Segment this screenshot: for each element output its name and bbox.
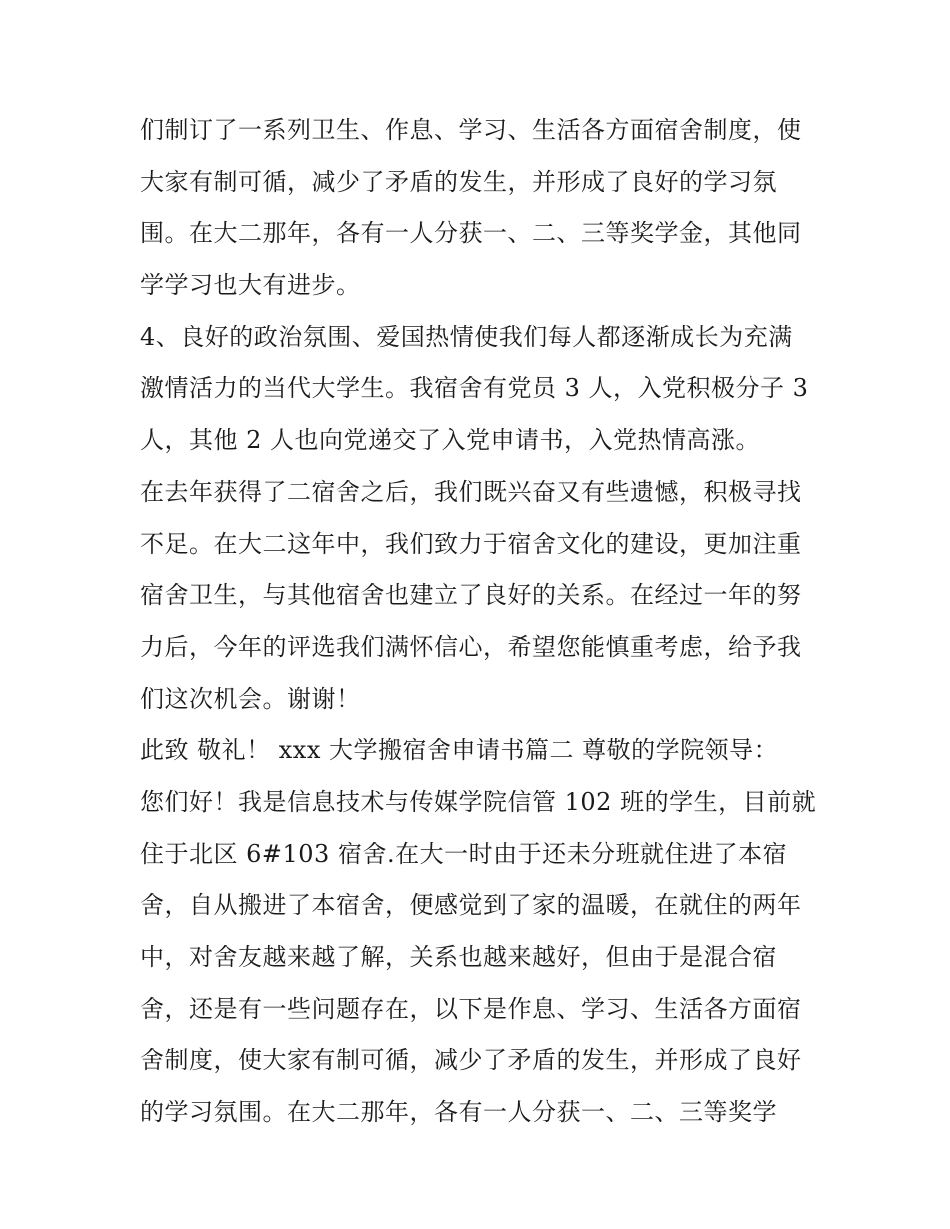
text-line: 力后，今年的评选我们满怀信心，希望您能慎重考虑，给予我 — [140, 632, 802, 661]
text-line: 在去年获得了二宿舍之后，我们既兴奋又有些遗憾，积极寻找 — [140, 477, 802, 506]
text-line: 4、良好的政治氛围、爱国热情使我们每人都逐渐成长为充满 — [140, 322, 793, 351]
text-line: 舍，还是有一些问题存在，以下是作息、学习、生活各方面宿 — [140, 994, 802, 1023]
body-text — [140, 110, 820, 1144]
text-line: 学学习也大有进步。 — [140, 271, 361, 300]
text-line: 人，其他 2 人也向党递交了入党申请书，入党热情高涨。 — [140, 426, 761, 455]
text-line: 的学习氛围。在大二那年，各有一人分获一、二、三等奖学 — [140, 1098, 777, 1127]
text-line: 舍制度，使大家有制可循，减少了矛盾的发生，并形成了良好 — [140, 1046, 802, 1075]
text-line: 激情活力的当代大学生。我宿舍有党员 3 人，入党积极分子 3 — [140, 374, 809, 403]
text-line: 大家有制可循，减少了矛盾的发生，并形成了良好的学习氛 — [140, 167, 777, 196]
text-line: 中，对舍友越来越了解，关系也越来越好，但由于是混合宿 — [140, 943, 777, 971]
text-line: 围。在大二那年，各有一人分获一、二、三等奖学金，其他同 — [140, 219, 802, 248]
text-line: 您们好！我是信息技术与传媒学院信管 102 班的学生，目前就 — [140, 787, 817, 816]
text-line: 此致 敬礼！ xxx 大学搬宿舍申请书篇二 尊敬的学院领导： — [140, 736, 779, 765]
text-line: 宿舍卫生，与其他宿舍也建立了良好的关系。在经过一年的努 — [140, 581, 802, 610]
text-line: 舍，自从搬进了本宿舍，便感觉到了家的温暖，在就住的两年 — [140, 891, 802, 920]
text-line: 不足。在大二这年中，我们致力于宿舍文化的建设，更加注重 — [140, 529, 802, 558]
text-line: 住于北区 6#103 宿舍.在大一时由于还未分班就住进了本宿 — [140, 839, 788, 868]
text-line: 们这次机会。谢谢！ — [140, 684, 361, 713]
text-line: 们制订了一系列卫生、作息、学习、生活各方面宿舍制度，使 — [140, 116, 802, 144]
